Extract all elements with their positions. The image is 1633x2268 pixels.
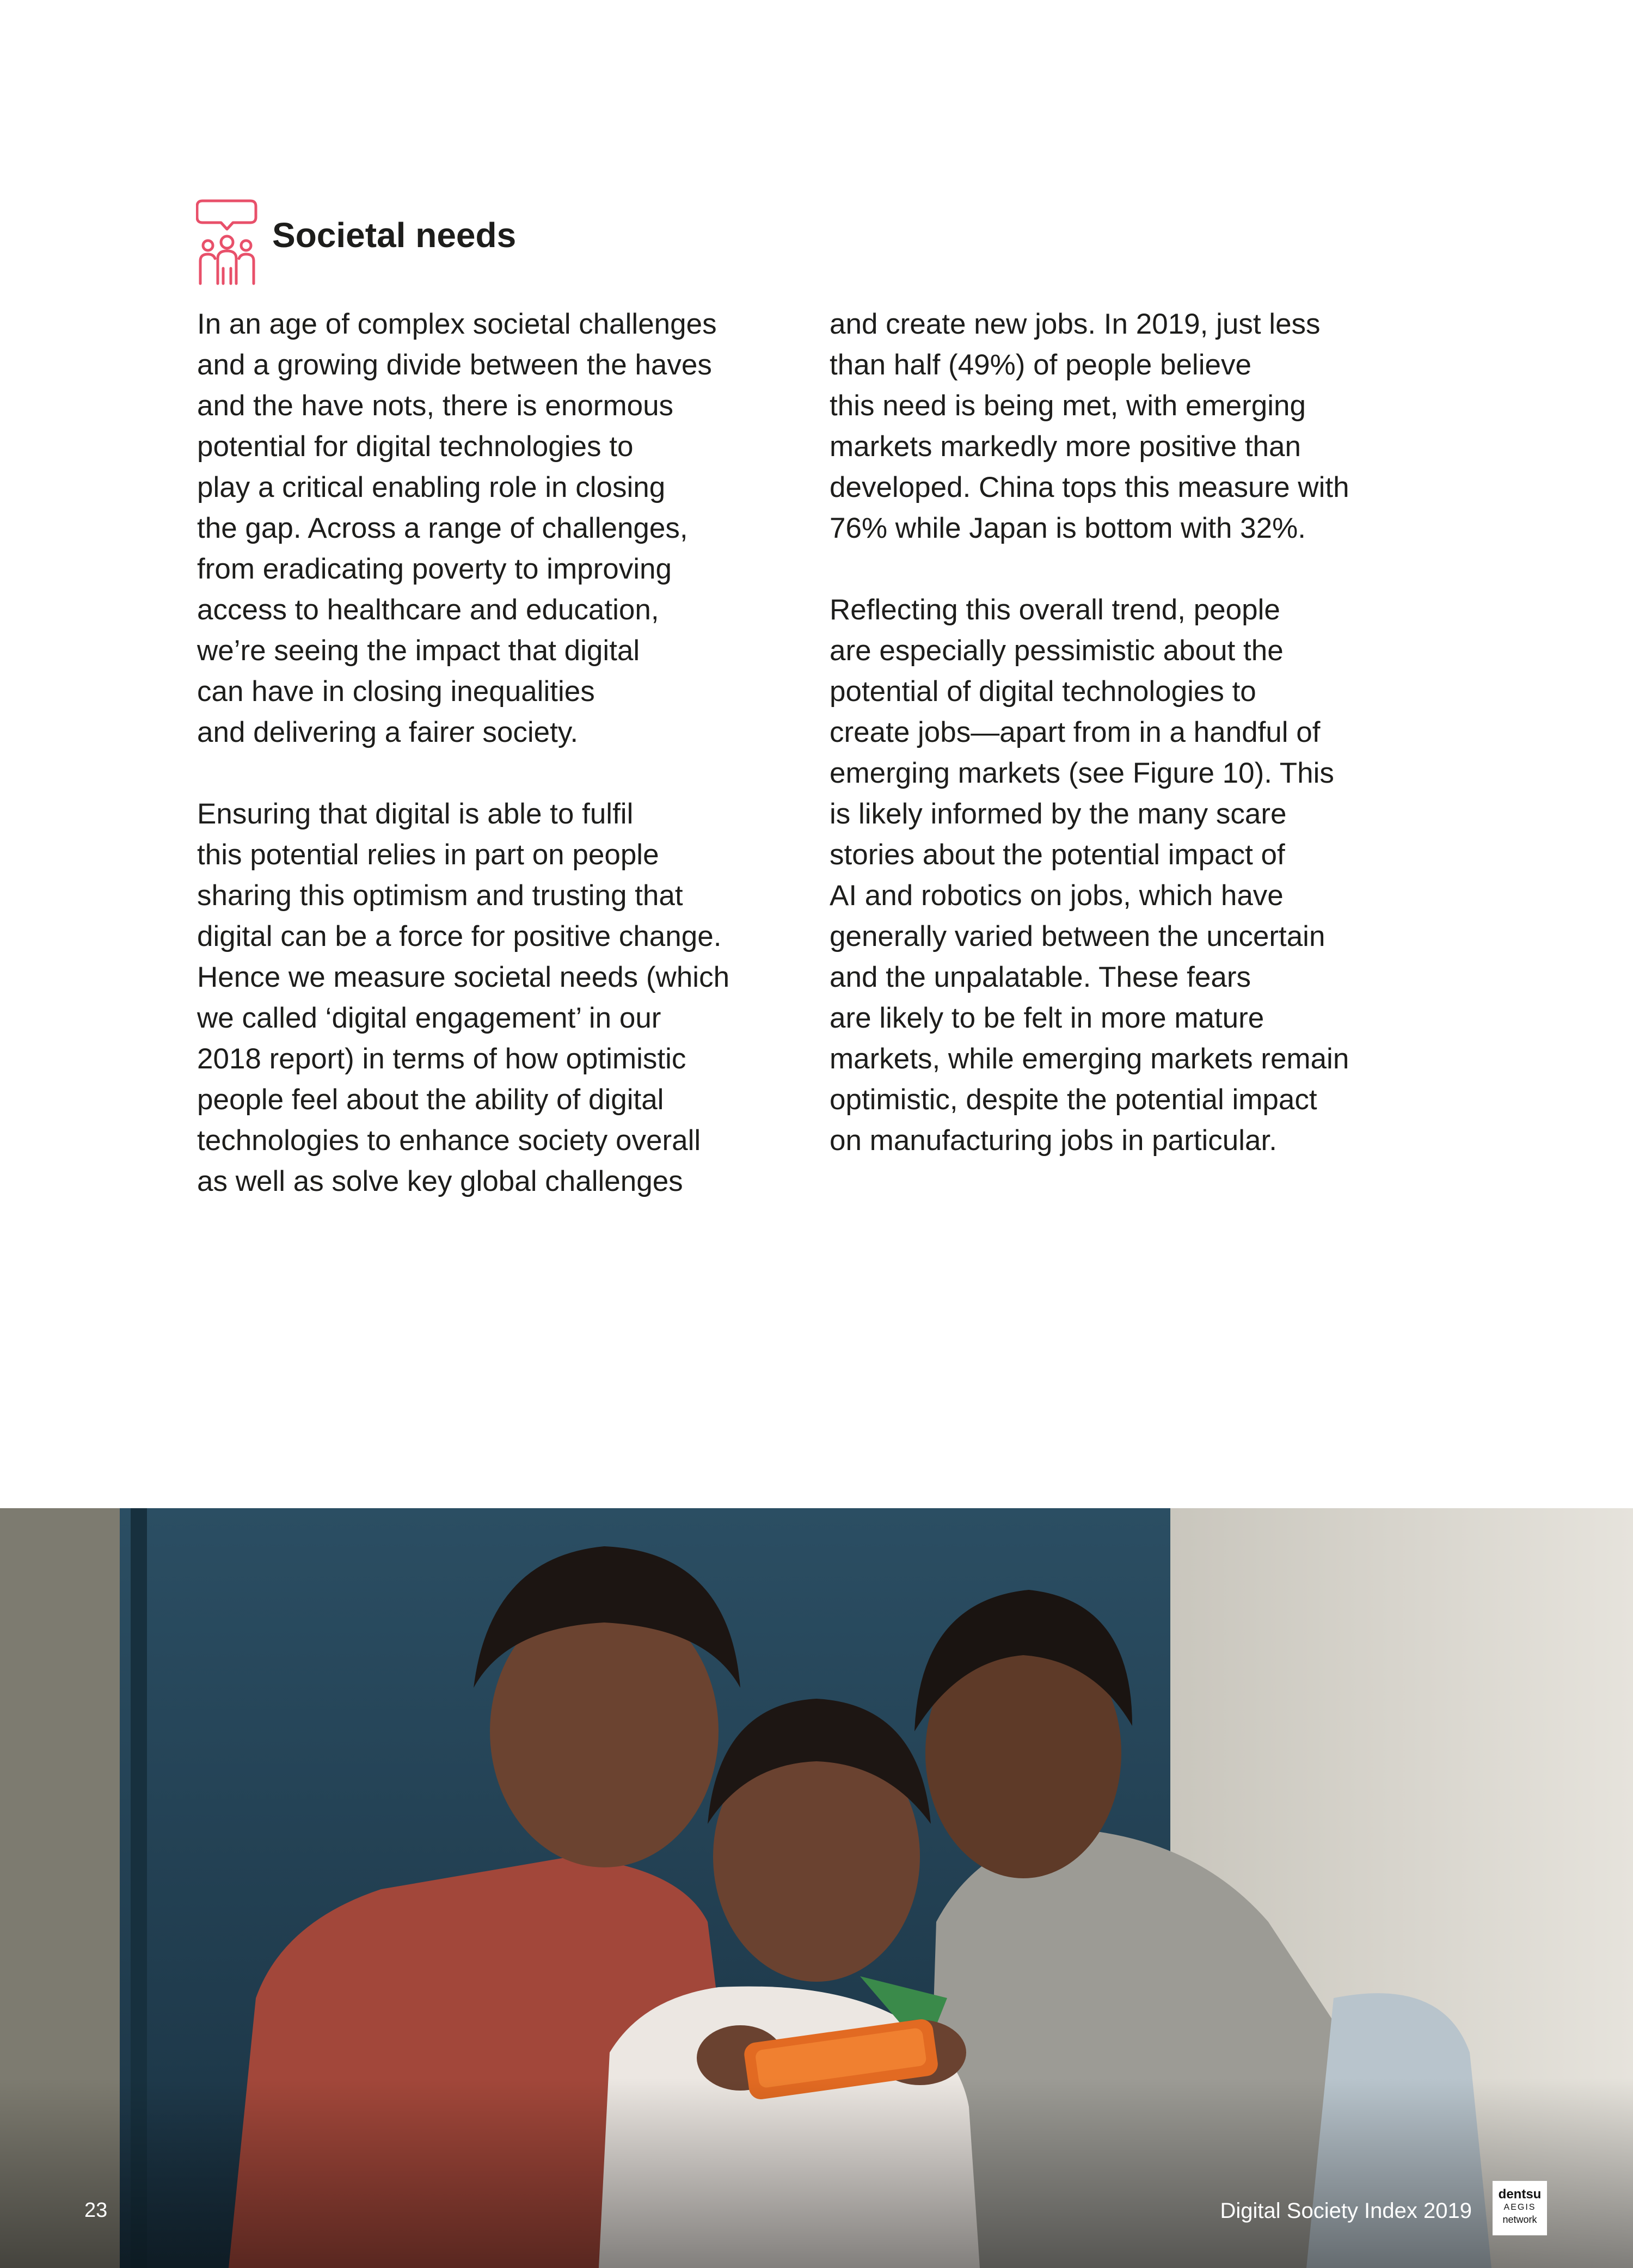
text-line: markets markedly more positive than [830,431,1301,463]
report-title: Digital Society Index 2019 [1220,2199,1472,2223]
text-line: access to healthcare and education, [197,594,659,626]
text-line: developed. China tops this measure with [830,471,1349,503]
text-line: digital can be a force for positive change. [197,920,722,952]
text-line: we’re seeing the impact that digital [197,635,640,667]
text-line: optimistic, despite the potential impact [830,1084,1317,1116]
section-title: Societal needs [272,216,517,255]
text-line: 2018 report) in terms of how optimistic [197,1043,686,1075]
text-line: AI and robotics on jobs, which have [830,880,1284,912]
text-line: and the unpalatable. These fears [830,961,1251,993]
text-line: the gap. Across a range of challenges, [197,512,688,544]
text-line: potential for digital technologies to [197,431,634,463]
text-line: this need is being met, with emerging [830,390,1306,422]
text-line: In an age of complex societal challenges [197,308,717,340]
text-line: people feel about the ability of digital [197,1084,664,1116]
text-line: 76% while Japan is bottom with 32%. [830,512,1306,544]
text-line: than half (49%) of people believe [830,349,1251,381]
page-number: 23 [84,2199,108,2222]
text-line: Ensuring that digital is able to fulfil [197,798,634,830]
text-line: technologies to enhance society overall [197,1124,701,1157]
text-line: and create new jobs. In 2019, just less [830,308,1321,340]
text-line: and a growing divide between the haves [197,349,712,381]
text-line: is likely informed by the many scare [830,798,1287,830]
text-line: from eradicating poverty to improving [197,553,672,585]
text-line: play a critical enabling role in closing [197,471,666,503]
text-line: can have in closing inequalities [197,675,595,708]
text-line: emerging markets (see Figure 10). This [830,757,1334,789]
text-line: and the have nots, there is enormous [197,390,674,422]
paragraph [197,304,801,753]
dentsu-aegis-logo [1493,2181,1547,2235]
left-column [197,304,801,1243]
paragraph [197,794,801,1202]
logo-line: dentsu [1498,2187,1542,2202]
text-line: Reflecting this overall trend, people [830,594,1280,626]
text-line: we called ‘digital engagement’ in our [197,1002,661,1034]
paragraph [830,304,1434,549]
text-line: this potential relies in part on people [197,839,659,871]
text-line: Hence we measure societal needs (which [197,961,730,993]
logo-line: AEGIS [1503,2203,1536,2212]
community-speech-icon [196,199,259,286]
text-line: are especially pessimistic about the [830,635,1284,667]
children-with-smartphone-photo [0,1508,1633,2268]
text-line: on manufacturing jobs in particular. [830,1124,1277,1157]
logo-line: network [1502,2214,1537,2225]
text-line: as well as solve key global challenges [197,1165,683,1197]
text-line: stories about the potential impact of [830,839,1285,871]
text-line: generally varied between the uncertain [830,920,1325,952]
text-line: potential of digital technologies to [830,675,1256,708]
paragraph [830,589,1434,1161]
text-line: sharing this optimism and trusting that [197,880,683,912]
right-column [830,304,1434,1202]
text-line: markets, while emerging markets remain [830,1043,1349,1075]
text-line: and delivering a fairer society. [197,716,579,748]
text-line: are likely to be felt in more mature [830,1002,1264,1034]
text-line: create jobs—apart from in a handful of [830,716,1321,748]
